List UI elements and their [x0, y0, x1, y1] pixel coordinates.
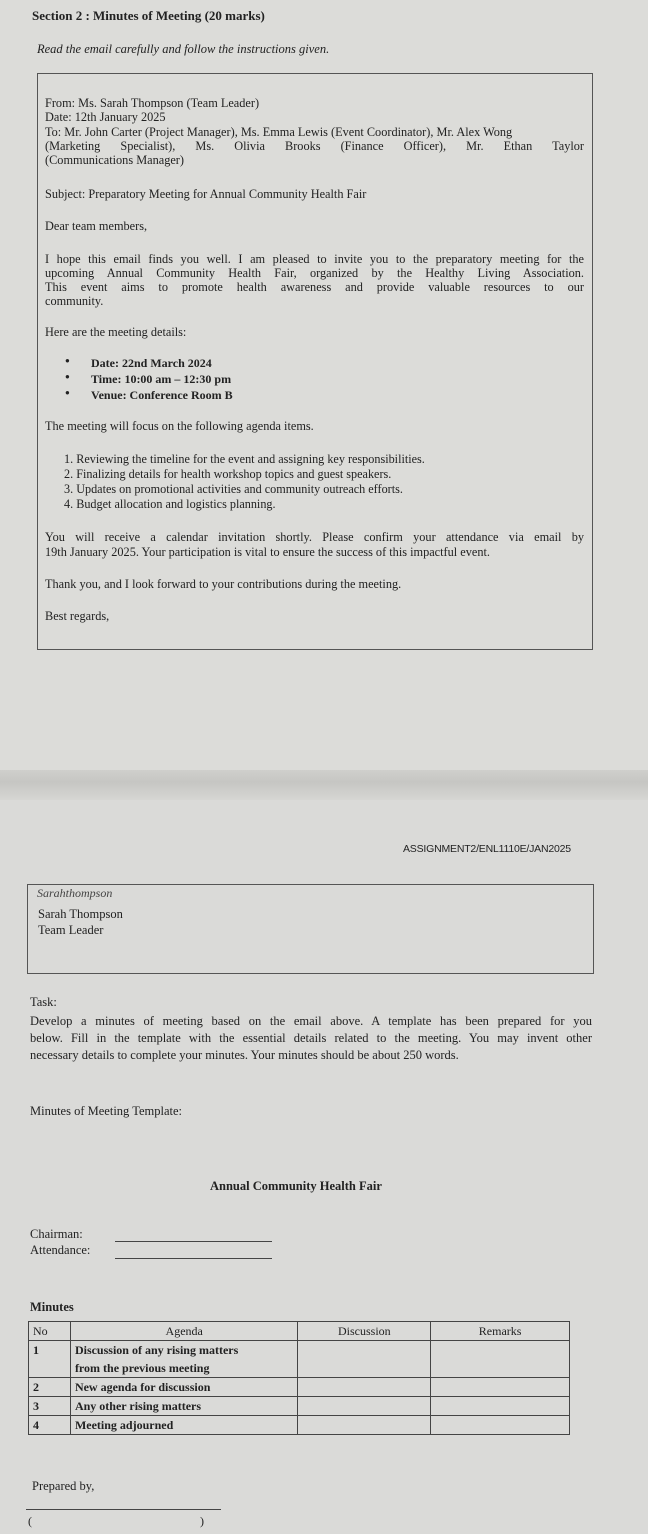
attendance-blank[interactable]	[115, 1258, 272, 1259]
signer-name: Sarah Thompson	[38, 907, 123, 921]
row-no: 3	[29, 1397, 71, 1416]
email-thanks: Thank you, and I look forward to your contributions during the meeting.	[45, 577, 402, 591]
table-row	[29, 1378, 570, 1397]
agenda-item-3: 3. Updates on promotional activities and community outreach efforts.	[64, 482, 403, 496]
row-no: 1	[29, 1341, 71, 1378]
rsvp-2: 19th January 2025. Your participation is vital to ensure the success of this impactful event.	[45, 545, 490, 559]
table-row	[29, 1341, 570, 1378]
remarks-cell[interactable]	[431, 1416, 570, 1435]
task-line-1: Develop a minutes of meeting based on the email above. A template has been prepared for you	[30, 1014, 592, 1028]
table-row	[29, 1397, 570, 1416]
row-no: 2	[29, 1378, 71, 1397]
signature-box	[27, 884, 594, 974]
discussion-cell[interactable]	[298, 1397, 431, 1416]
minutes-table	[28, 1321, 570, 1435]
template-title: Annual Community Health Fair	[210, 1179, 382, 1193]
instruction: Read the email carefully and follow the instructions given.	[37, 42, 330, 56]
col-agenda: Agenda	[70, 1322, 298, 1341]
remarks-cell[interactable]	[431, 1397, 570, 1416]
email-subject: Subject: Preparatory Meeting for Annual Community Health Fair	[45, 187, 367, 201]
attendance-label: Attendance:	[30, 1243, 91, 1257]
email-box	[37, 73, 593, 650]
section-heading: Section 2 : Minutes of Meeting (20 marks)	[32, 8, 265, 23]
agenda-line: Discussion of any rising matters	[74, 1343, 239, 1357]
prepared-by-label: Prepared by,	[32, 1479, 95, 1493]
chairman-label: Chairman:	[30, 1227, 83, 1241]
table-header-row	[29, 1322, 570, 1341]
detail-time: ● Time: 10:00 am – 12:30 pm	[91, 372, 231, 387]
discussion-cell[interactable]	[298, 1341, 431, 1378]
paren-close: )	[200, 1514, 204, 1528]
email-to-cont: (Marketing Specialist), Ms. Olivia Brooks (Finance Officer), Mr. Ethan Taylor	[45, 139, 584, 153]
minutes-label: Minutes	[30, 1300, 74, 1314]
agenda-intro: The meeting will focus on the following agenda items.	[45, 419, 314, 433]
row-agenda: Any other rising matters	[70, 1397, 298, 1416]
email-to-cont2: (Communications Manager)	[45, 153, 184, 167]
email-from: From: Ms. Sarah Thompson (Team Leader)	[45, 96, 260, 110]
discussion-cell[interactable]	[298, 1416, 431, 1435]
chairman-blank[interactable]	[115, 1241, 272, 1242]
email-date: Date: 12th January 2025	[45, 110, 166, 124]
agenda-item-1: 1. Reviewing the timeline for the event and assigning key responsibilities.	[64, 452, 425, 466]
task-label: Task:	[30, 995, 57, 1009]
paren-open: (	[28, 1514, 32, 1528]
template-label: Minutes of Meeting Template:	[30, 1104, 182, 1118]
discussion-cell[interactable]	[298, 1378, 431, 1397]
detail-date: ● Date: 22nd March 2024	[91, 356, 212, 371]
col-remarks: Remarks	[431, 1322, 570, 1341]
task-line-2: below. Fill in the template with the essential details related to the meeting. You may invent other	[30, 1031, 592, 1045]
col-discussion: Discussion	[298, 1322, 431, 1341]
remarks-cell[interactable]	[431, 1378, 570, 1397]
agenda-item-4: 4. Budget allocation and logistics planning.	[64, 497, 276, 511]
page-fold-shadow	[0, 770, 648, 800]
detail-venue: ● Venue: Conference Room B	[91, 388, 233, 403]
row-agenda: Meeting adjourned	[70, 1416, 298, 1435]
agenda-item-2: 2. Finalizing details for health workshop topics and guest speakers.	[64, 467, 392, 481]
assignment-code: ASSIGNMENT2/ENL1110E/JAN2025	[403, 843, 571, 855]
prepared-by-blank[interactable]	[26, 1509, 221, 1510]
agenda-line: from the previous meeting	[74, 1361, 210, 1375]
task-line-3: necessary details to complete your minutes. Your minutes should be about 250 words.	[30, 1048, 459, 1062]
rsvp-1: You will receive a calendar invitation shortly. Please confirm your attendance via email by	[45, 530, 584, 544]
email-intro-1: I hope this email finds you well. I am pleased to invite you to the preparatory meeting for the	[45, 252, 584, 266]
handwritten-signature: Sarahthompson	[37, 886, 113, 900]
email-to: To: Mr. John Carter (Project Manager), Ms. Emma Lewis (Event Coordinator), Mr. Alex Wong	[45, 125, 513, 139]
row-no: 4	[29, 1416, 71, 1435]
col-no: No	[29, 1322, 71, 1341]
row-agenda: New agenda for discussion	[70, 1378, 298, 1397]
details-intro: Here are the meeting details:	[45, 325, 187, 339]
signer-title: Team Leader	[38, 923, 104, 937]
email-greeting: Dear team members,	[45, 219, 148, 233]
email-intro-2: upcoming Annual Community Health Fair, organized by the Healthy Living Association.	[45, 266, 584, 280]
email-intro-3: This event aims to promote health awareness and provide valuable resources to our	[45, 280, 584, 294]
email-intro-4: community.	[45, 294, 104, 308]
email-closing: Best regards,	[45, 609, 110, 623]
table-row	[29, 1416, 570, 1435]
row-agenda	[70, 1341, 298, 1378]
remarks-cell[interactable]	[431, 1341, 570, 1378]
